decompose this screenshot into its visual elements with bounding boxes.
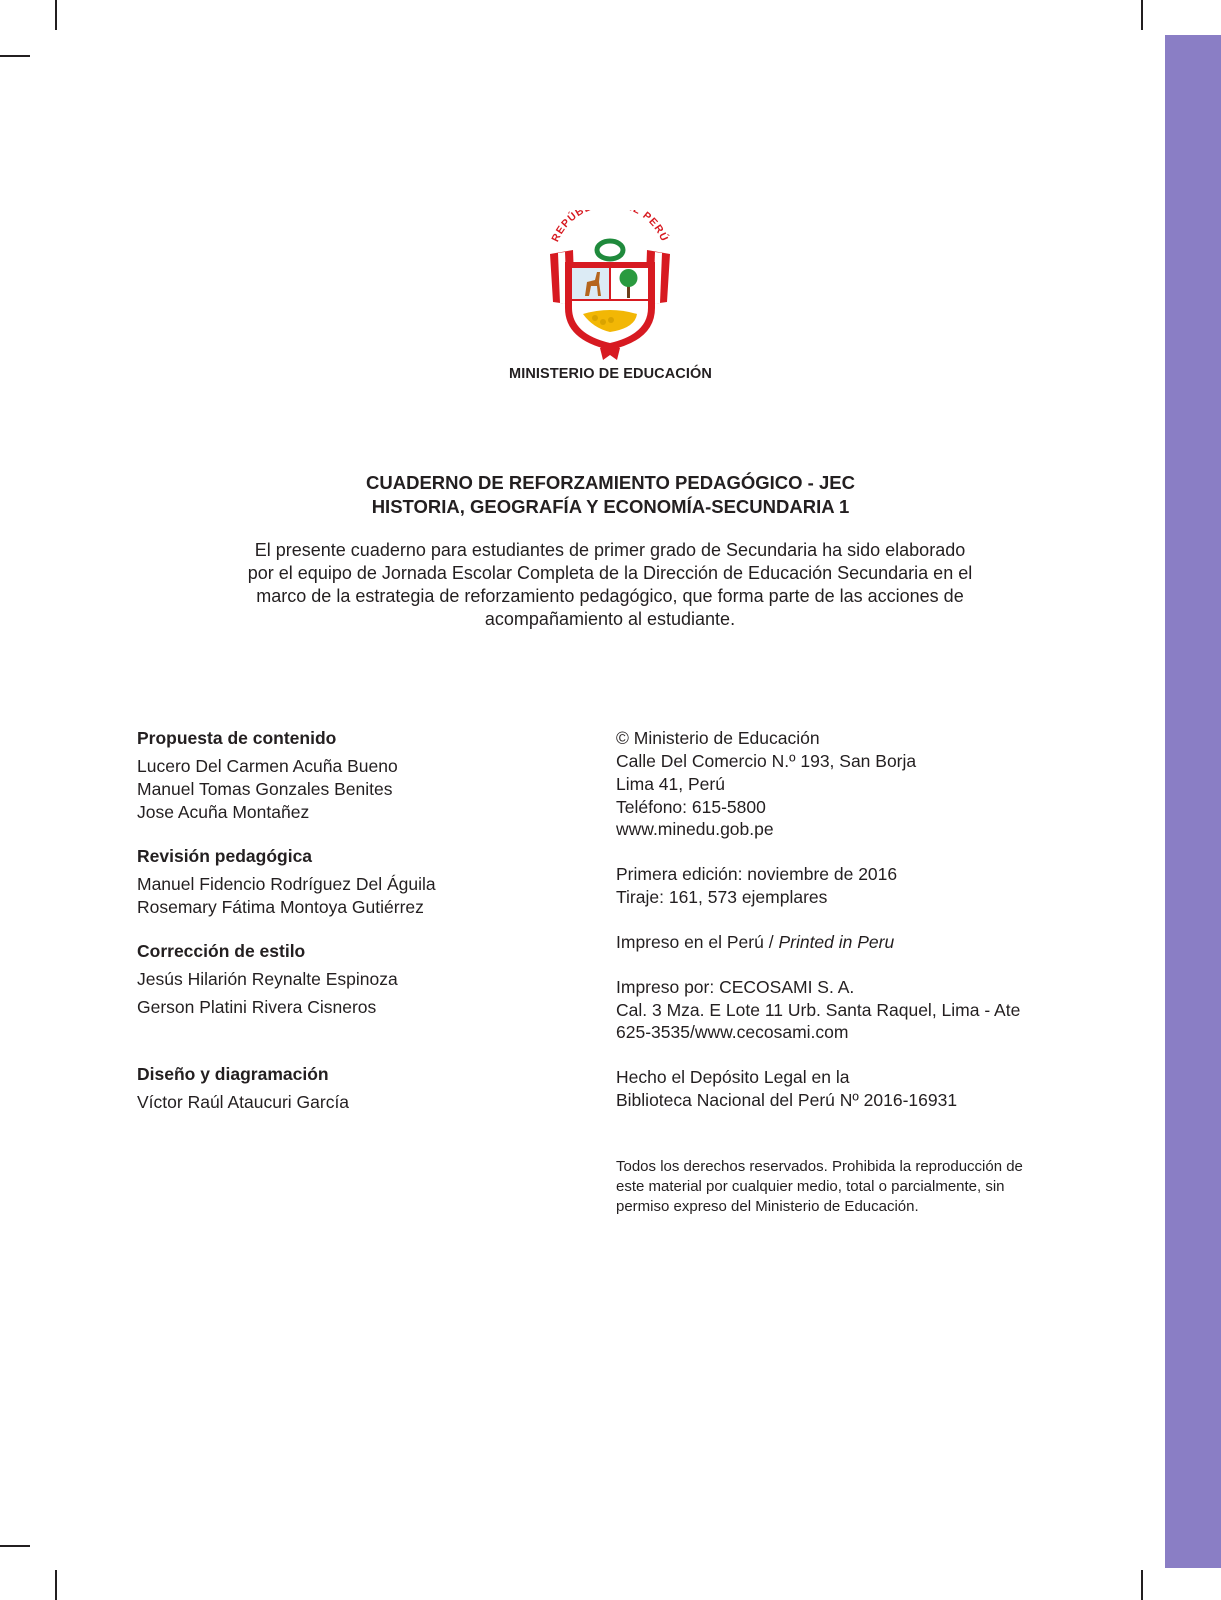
printed-in-es: Impreso en el Perú / [616,932,779,952]
intro-line: acompañamiento al estudiante. [484,609,736,629]
crop-mark-bottom-left-v [55,1570,57,1600]
legal-deposit-line: Biblioteca Nacional del Perú Nº 2016-16931 [616,1090,958,1110]
edition-line: Primera edición: noviembre de 2016 [616,864,898,884]
ministry-name: MINISTERIO DE EDUCACIÓN [509,366,712,382]
rights-line: Todos los derechos reservados. Prohibida la reproducción de [616,1158,1023,1175]
intro-line: El presente cuaderno para estudiantes de primer grado de Secundaria ha sido elaborado [254,540,966,560]
website-link[interactable]: www.minedu.gob.pe [616,819,774,839]
address-line: Lima 41, Perú [616,774,725,794]
credit-name: Rosemary Fátima Montoya Gutiérrez [137,897,424,917]
address-line: Calle Del Comercio N.º 193, San Borja [616,751,917,771]
crop-mark-bottom-left-h [0,1545,30,1547]
phone-line: Teléfono: 615-5800 [616,797,766,817]
document-title-line1: CUADERNO DE REFORZAMIENTO PEDAGÓGICO - JEC [366,472,855,493]
copyright-line: © Ministerio de Educación [616,728,820,748]
credit-name: Jesús Hilarión Reynalte Espinoza [137,969,398,989]
print-run-line: Tiraje: 161, 573 ejemplares [616,887,828,907]
crop-mark-top-left-v [55,0,57,30]
purple-side-band [1165,35,1221,1568]
content-heading: Propuesta de contenido [137,728,337,748]
credits-column [137,0,577,1600]
document-title-line2: HISTORIA, GEOGRAFÍA Y ECONOMÍA-SECUNDARIA 1 [371,496,850,517]
publisher-column [616,0,1136,1600]
credit-name: Manuel Fidencio Rodríguez Del Águila [137,874,436,894]
rights-line: permiso expreso del Ministerio de Educación. [616,1198,919,1215]
design-heading: Diseño y diagramación [137,1064,329,1084]
rights-line: este material por cualquier medio, total o parcialmente, sin [616,1178,1005,1195]
style-heading: Corrección de estilo [137,941,306,961]
credit-name: Víctor Raúl Ataucuri García [137,1092,350,1112]
legal-deposit-line: Hecho el Depósito Legal en la [616,1067,850,1087]
printer-line: Impreso por: CECOSAMI S. A. [616,977,855,997]
credit-name: Manuel Tomas Gonzales Benites [137,779,393,799]
review-heading: Revisión pedagógica [137,846,313,866]
credit-name: Lucero Del Carmen Acuña Bueno [137,756,398,776]
printer-contact-line: 625-3535/www.cecosami.com [616,1022,849,1042]
crop-mark-bottom-right-v [1141,1570,1143,1600]
credit-name: Jose Acuña Montañez [137,802,310,822]
printed-in-en: Printed in Peru [778,932,895,952]
intro-line: por el equipo de Jornada Escolar Completa de la Dirección de Educación Secundaria en el [247,563,973,583]
crop-mark-top-right-v [1141,0,1143,30]
printed-in-line [616,932,894,953]
intro-line: marco de la estrategia de reforzamiento pedagógico, que forma parte de las acciones de [256,586,964,606]
emblem-arc-text: REPÚB L PERÚ [549,210,671,244]
printer-address-line: Cal. 3 Mza. E Lote 11 Urb. Santa Raquel, Lima - Ate [616,1000,1021,1020]
credit-name: Gerson Platini Rivera Cisneros [137,997,377,1017]
crop-mark-top-left-h [0,55,30,57]
